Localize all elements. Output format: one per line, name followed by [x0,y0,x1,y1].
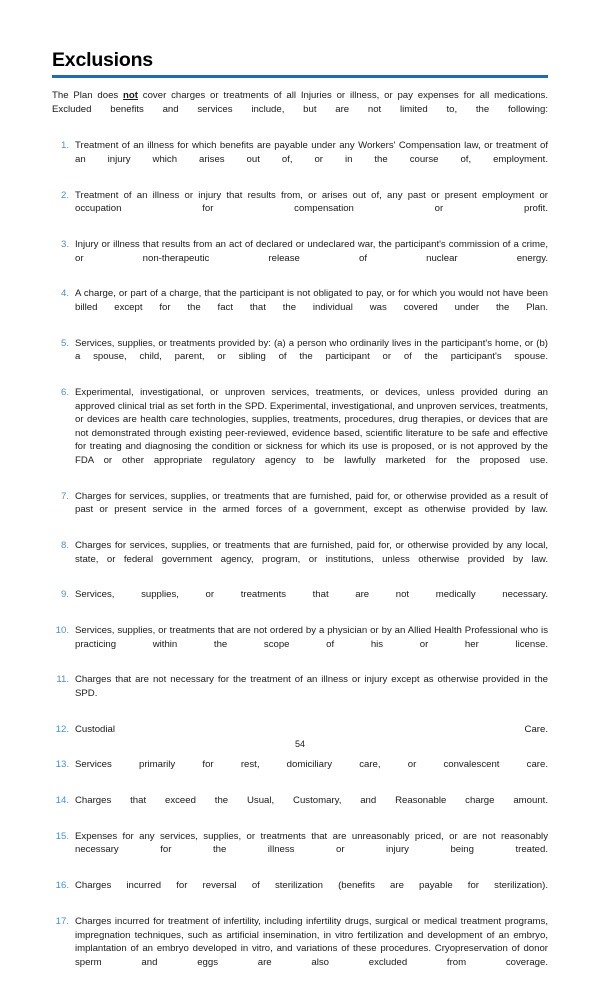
list-item-text: Injury or illness that results from an act of declared or undeclared war, the participant's commission of a crime, or non-therapeutic release of nuclear energy. [75,238,548,264]
list-item-text: Treatment of an illness for which benefits are payable under any Workers' Compensation law, or treatment of an injury which arises out of, or in the course of, employment. [75,140,548,165]
list-item-number: 16. [55,880,69,892]
list-item-number: 10. [55,625,69,637]
page-number: 54 [294,739,305,749]
list-item-number: 8. [60,540,69,551]
list-item-text: Services, supplies, or treatments provided by: (a) a person who ordinarily lives in the participant's home, or (b) a spouse, child, parent, or sibling of the participant or of the participant's spouse. [75,337,548,363]
page-title: Exclusions [52,49,153,71]
intro-text-before: The Plan does [52,90,124,102]
list-item [52,830,548,871]
list-item-text: Services primarily for rest, domiciliary care, or convalescent care. [75,759,548,771]
list-item-text: Services, supplies, or treatments that are not ordered by a physician or by an Allied Health Professional who is practicing within the scope of his or her license. [75,625,548,650]
list-item [52,879,548,906]
list-item-number: 2. [60,189,69,201]
list-item-text: Charges for services, supplies, or treatments that are furnished, paid for, or otherwise provided as a result of past or present service in the armed forces of a government, except as otherwise provided by law. [75,490,548,516]
list-item-text: Custodial Care. [75,723,548,735]
list-item-number: 11. [56,674,69,686]
list-item-number: 14. [55,795,69,807]
list-item [52,588,548,615]
list-item-number: 3. [60,238,69,250]
list-item-text: Charges incurred for treatment of infertility, including infertility drugs, surgical or medical treatment programs, impregnation techniques, such as artificial insemination, in vitro fertilization and development of an embryo, implantation of an embryo developed in vitro, and variations of these procedures. Cryopreservation of donor sperm and eggs are also excluded from coverage. [75,915,548,968]
list-item-number: 17. [55,915,69,927]
exclusions-list [52,139,548,983]
page-content [52,50,548,991]
title-divider [52,75,548,78]
list-item-number: 15. [55,830,69,842]
intro-paragraph [52,89,548,130]
list-item [52,758,548,785]
list-item-text: Charges incurred for reversal of sterilization (benefits are payable for sterilization). [75,880,548,892]
list-item-text: Services, supplies, or treatments that are not medically necessary. [75,589,548,601]
list-item-number: 4. [60,288,69,300]
list-item [52,624,548,665]
list-item-text: Treatment of an illness or injury that results from, or arises out of, any past or present employment or occupation for compensation or profit. [75,189,548,215]
list-item [52,189,548,230]
intro-emphasis: not [123,90,138,102]
list-item-number: 6. [60,386,69,398]
list-item [52,139,548,180]
list-item [52,915,548,983]
list-item-number: 9. [60,589,69,601]
list-item [52,238,548,279]
list-item [52,673,548,714]
list-item-text: Charges that exceed the Usual, Customary, and Reasonable charge amount. [75,795,548,807]
list-item-text: Experimental, investigational, or unproven services, treatments, or devices, unless provided during an approved clinical trial as set forth in the SPD. Experimental, investigational, and unproven services, treatments, or devices are health care technologies, supplies, treatments, procedures, drug therapies, or devices that are not demonstrated through existing peer-reviewed, evidence based, scientific literature to be safe and effective for treating and diagnosing the condition or sickness for which its use is proposed, or is not approved by the FDA or other appropriate regulatory agency to be lawfully marketed for the proposed use. [75,386,548,466]
list-item [52,337,548,378]
list-item-number: 1. [60,140,69,152]
list-item-text: Charges that are not necessary for the treatment of an illness or injury except as otherwise provided in the SPD. [75,674,548,699]
list-item-text: Expenses for any services, supplies, or treatments that are unreasonably priced, or are not reasonably necessary for the illness or injury being treated. [75,830,548,856]
list-item-number: 12. [55,723,69,735]
list-item [52,539,548,580]
list-item [52,490,548,531]
list-item [52,794,548,821]
list-item-number: 7. [60,490,69,502]
list-item [52,386,548,481]
list-item-number: 13. [55,759,69,771]
list-item-number: 5. [60,337,69,349]
list-item-text: A charge, or part of a charge, that the participant is not obligated to pay, or for which you would not have been billed except for the fact that the individual was covered under the Plan. [75,288,548,313]
list-item-text: Charges for services, supplies, or treatments that are furnished, paid for, or otherwise provided by any local, state, or federal government agency, program, or institutions, unless otherwise provided by law. [75,540,548,565]
list-item [52,287,548,328]
intro-text-after: cover charges or treatments of all Injuries or illness, or pay expenses for all medications. Excluded benefits and services include, but are not limited to, the following: [52,90,548,116]
